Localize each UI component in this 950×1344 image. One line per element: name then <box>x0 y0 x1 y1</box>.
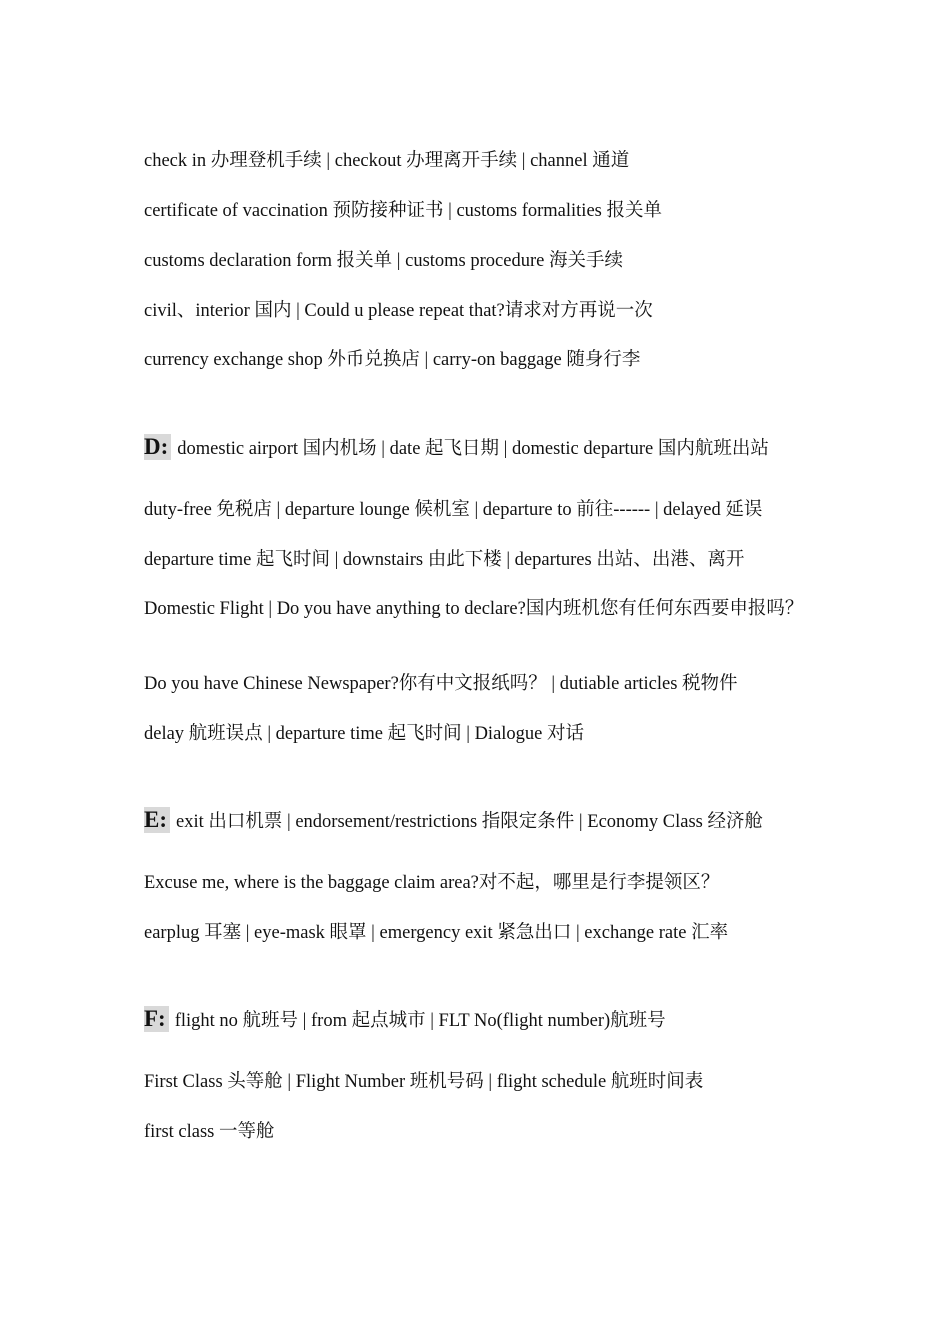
vocab-line: duty-free 免税店 | departure lounge 候机室 | departure to 前往------ | delayed 延误 <box>144 500 763 520</box>
section-e-heading <box>144 807 814 837</box>
vocab-line: earplug 耳塞 | eye-mask 眼罩 | emergency exit 紧急出口 | exchange rate 汇率 <box>144 923 729 943</box>
vocab-line: civil、interior 国内 | Could u please repeat that?请求对方再说一次 <box>144 301 653 321</box>
section-f-heading <box>144 1006 814 1036</box>
vocab-line: certificate of vaccination 预防接种证书 | customs formalities 报关单 <box>144 201 662 221</box>
vocab-line: Domestic Flight | Do you have anything to declare?国内班机您有任何东西要申报吗？ <box>144 599 804 619</box>
vocab-line: currency exchange shop 外币兑换店 | carry-on baggage 随身行李 <box>144 350 641 370</box>
section-letter-d: D: <box>144 434 171 460</box>
section-letter-f: F: <box>144 1006 169 1032</box>
section-f-head-text: flight no 航班号 | from 起点城市 | FLT No(flight number)航班号 <box>174 1011 666 1031</box>
vocab-line: delay 航班误点 | departure time 起飞时间 | Dialogue 对话 <box>144 724 585 744</box>
section-d-head-text: domestic airport 国内机场 | date 起飞日期 | domestic departure 国内航班出站 <box>177 439 769 459</box>
vocab-line: first class 一等舱 <box>144 1122 275 1142</box>
vocab-line: Excuse me, where is the baggage claim area?对不起，哪里是行李提领区？ <box>144 873 720 893</box>
vocab-line: customs declaration form 报关单 | customs procedure 海关手续 <box>144 251 623 271</box>
vocab-line: departure time 起飞时间 | downstairs 由此下楼 | departures 出站、出港、离开 <box>144 550 745 570</box>
vocab-line: First Class 头等舱 | Flight Number 班机号码 | flight schedule 航班时间表 <box>144 1072 704 1092</box>
section-letter-e: E: <box>144 807 170 833</box>
section-d-heading <box>144 434 814 464</box>
section-e-head-text: exit 出口机票 | endorsement/restrictions 指限定条件 | Economy Class 经济舱 <box>176 812 764 832</box>
vocab-line: Do you have Chinese Newspaper?你有中文报纸吗？ | dutiable articles 税物件 <box>144 674 738 694</box>
vocab-line: check in 办理登机手续 | checkout 办理离开手续 | channel 通道 <box>144 151 630 171</box>
